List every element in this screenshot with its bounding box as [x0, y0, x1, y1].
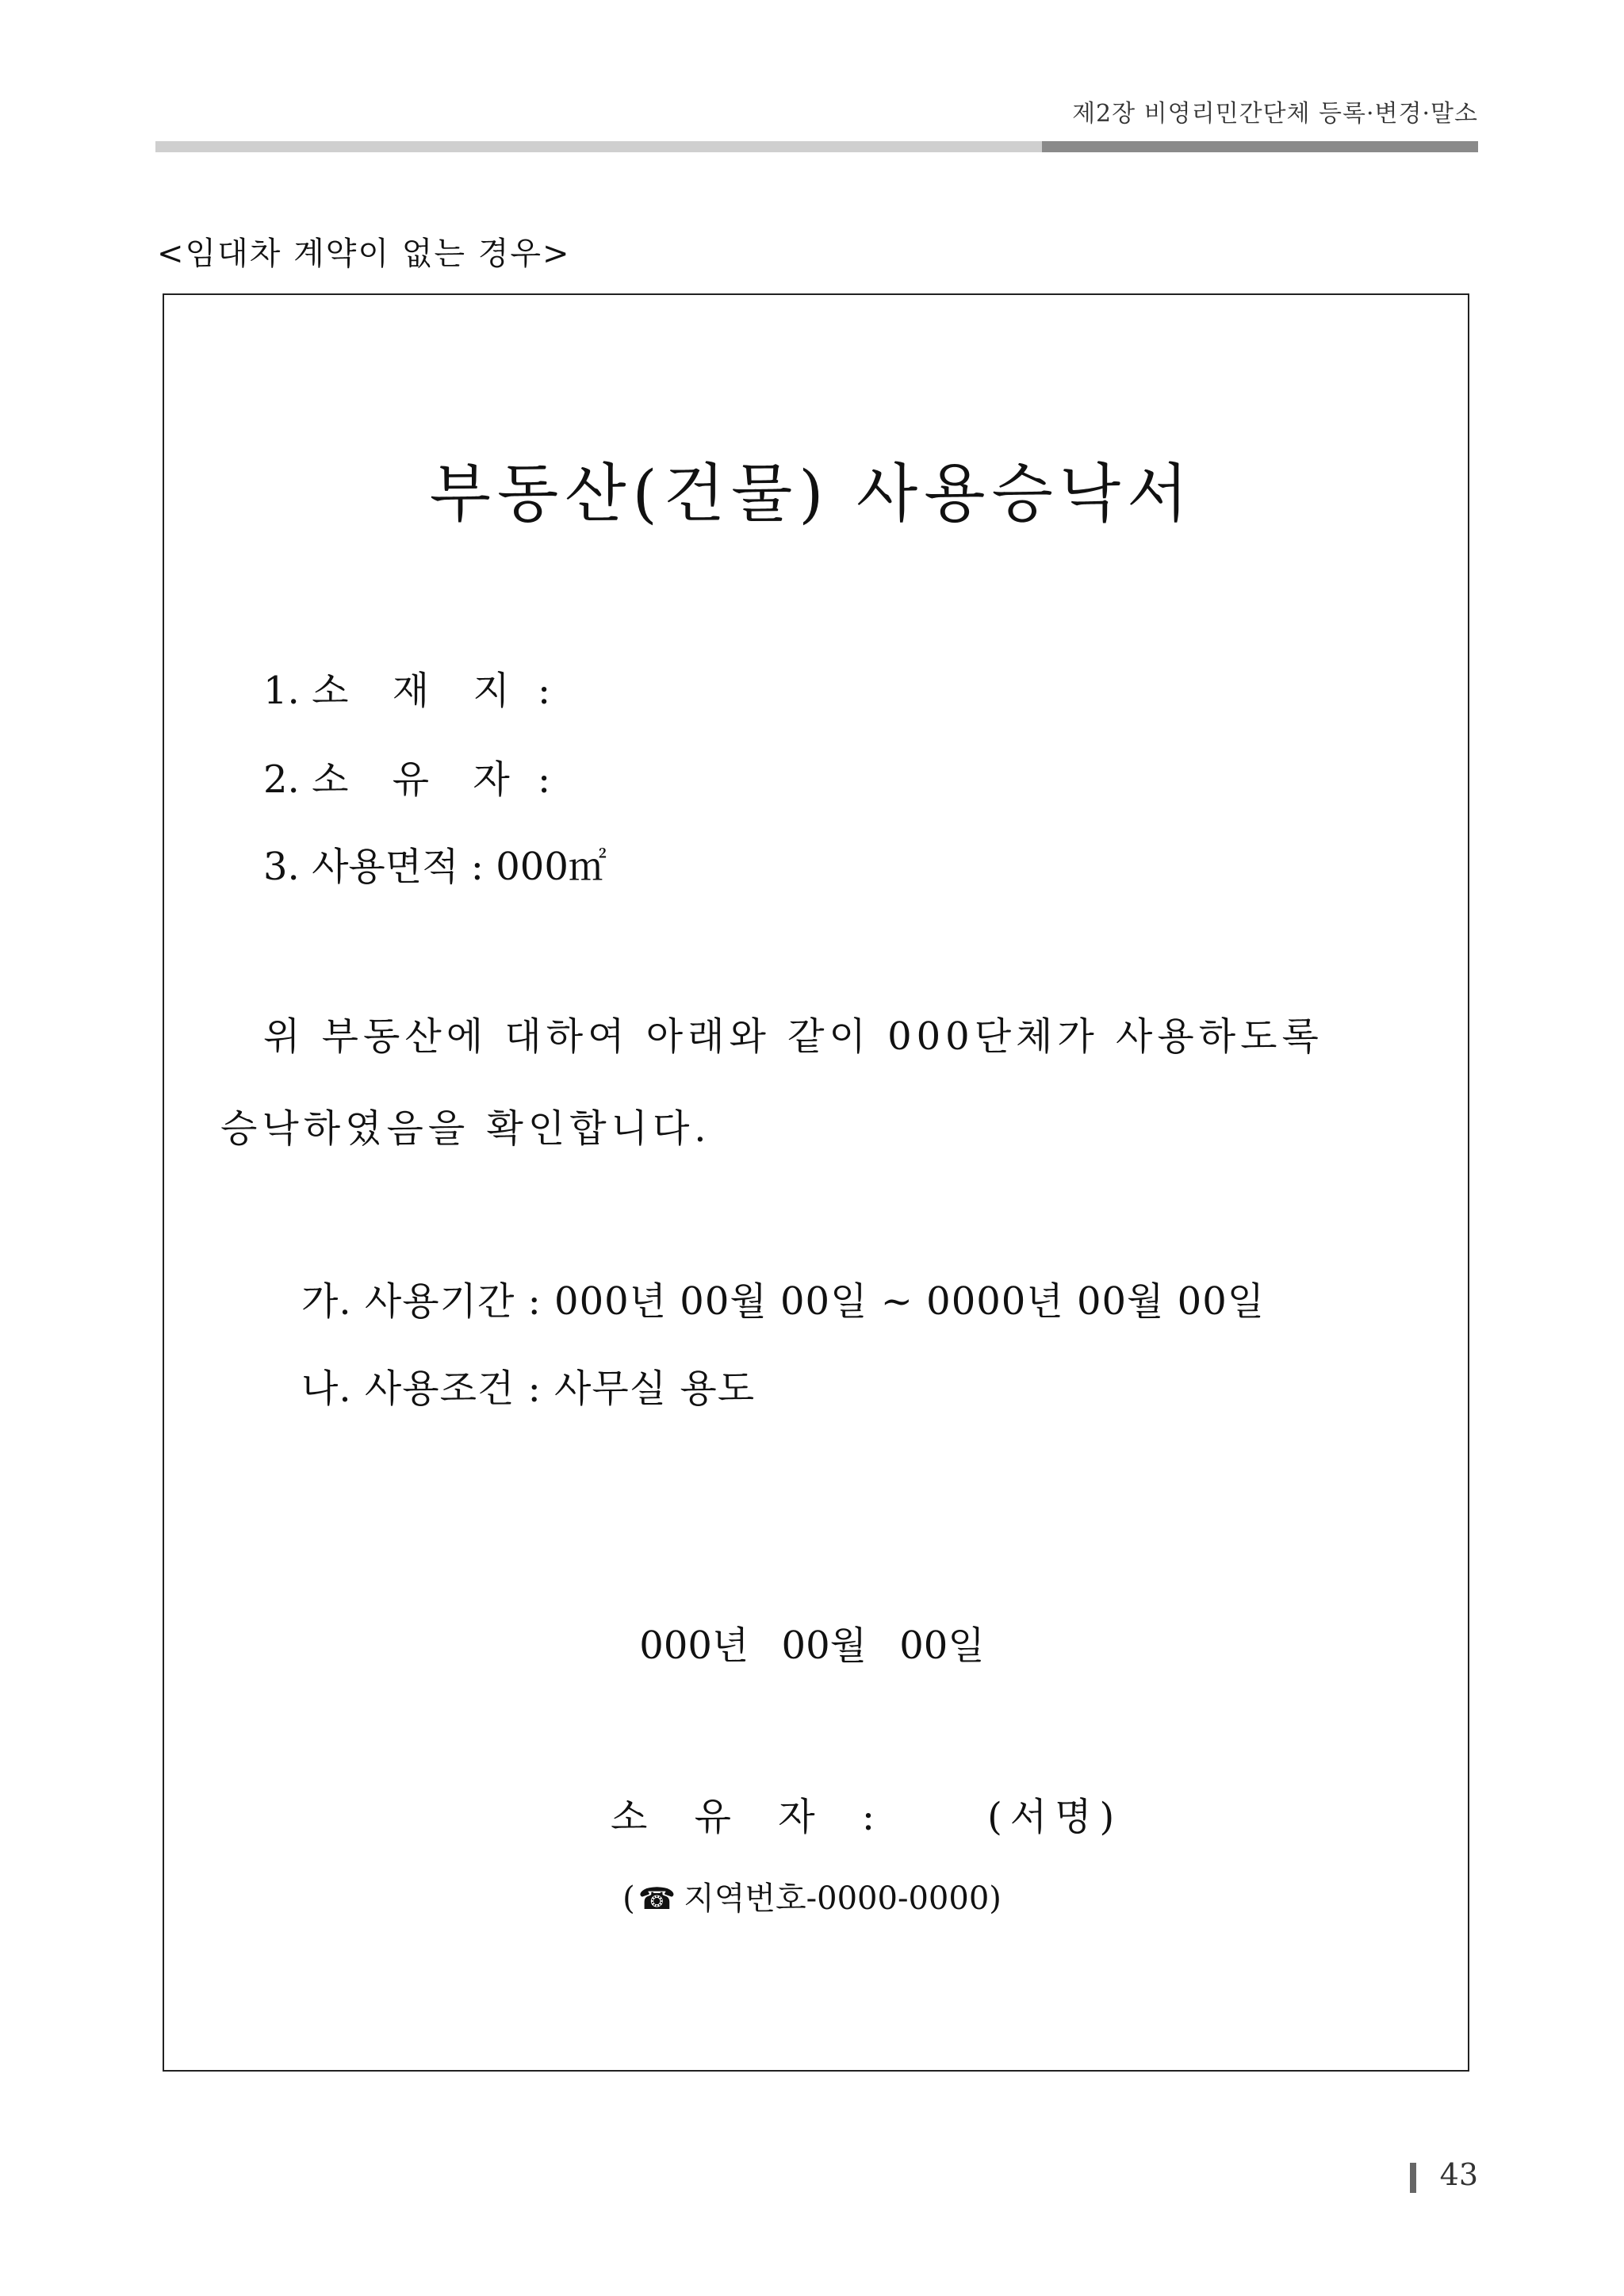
- sub-item-period: [301, 1271, 1265, 1325]
- owner-label: 소 유 자 :: [611, 1795, 893, 1839]
- body-line-1: 위 부동산에 대하여 아래와 같이 000단체가 사용하도록: [263, 1014, 1323, 1059]
- body-line-2: 승낙하였음을 확인합니다.: [220, 1106, 711, 1151]
- issue-date: 000년 00월 00일: [639, 1623, 985, 1668]
- item-separator: :: [458, 845, 484, 889]
- phone-icon: ☎: [638, 1881, 676, 1916]
- page-footer: [1410, 2157, 1478, 2193]
- owner-phone: [0, 1873, 1624, 1918]
- chapter-title: 제2장 비영리민간단체 등록·변경·말소: [1072, 100, 1478, 128]
- item-area: [263, 836, 607, 891]
- sub-item-label: 가. 사용기간: [301, 1279, 528, 1324]
- owner-signature-line: [611, 1786, 1122, 1841]
- item-number: 1.: [263, 669, 300, 713]
- header-rule-accent: [1042, 141, 1478, 152]
- page-number: 43: [1439, 2157, 1478, 2192]
- signature-placeholder: (서명): [987, 1795, 1123, 1839]
- sub-item-condition: [301, 1358, 755, 1412]
- sub-item-value: : 000년 00월 00일 ~ 0000년 00월 00일: [527, 1279, 1266, 1324]
- header-rule: [155, 141, 1478, 152]
- item-location: [263, 660, 550, 715]
- document-title: 부동산(건물) 사용승낙서: [429, 457, 1195, 531]
- item-number: 2.: [263, 757, 300, 802]
- sub-item-value: : 사무실 용도: [527, 1366, 756, 1411]
- item-label: 소 재 지: [312, 669, 526, 713]
- item-label: 소 유 자: [312, 757, 526, 802]
- item-separator: :: [525, 757, 551, 802]
- item-number: 3.: [263, 845, 300, 889]
- page-marker: [1410, 2163, 1416, 2193]
- phone-number: 지역번호-0000-0000): [684, 1880, 1002, 1917]
- item-owner: [263, 749, 550, 803]
- phone-open-paren: (: [622, 1880, 635, 1917]
- item-value: 000㎡: [483, 845, 607, 889]
- case-label: <임대차 계약이 없는 경우>: [157, 236, 571, 272]
- item-label: 사용면적: [312, 845, 459, 889]
- sub-item-label: 나. 사용조건: [301, 1366, 528, 1411]
- item-separator: :: [525, 669, 551, 713]
